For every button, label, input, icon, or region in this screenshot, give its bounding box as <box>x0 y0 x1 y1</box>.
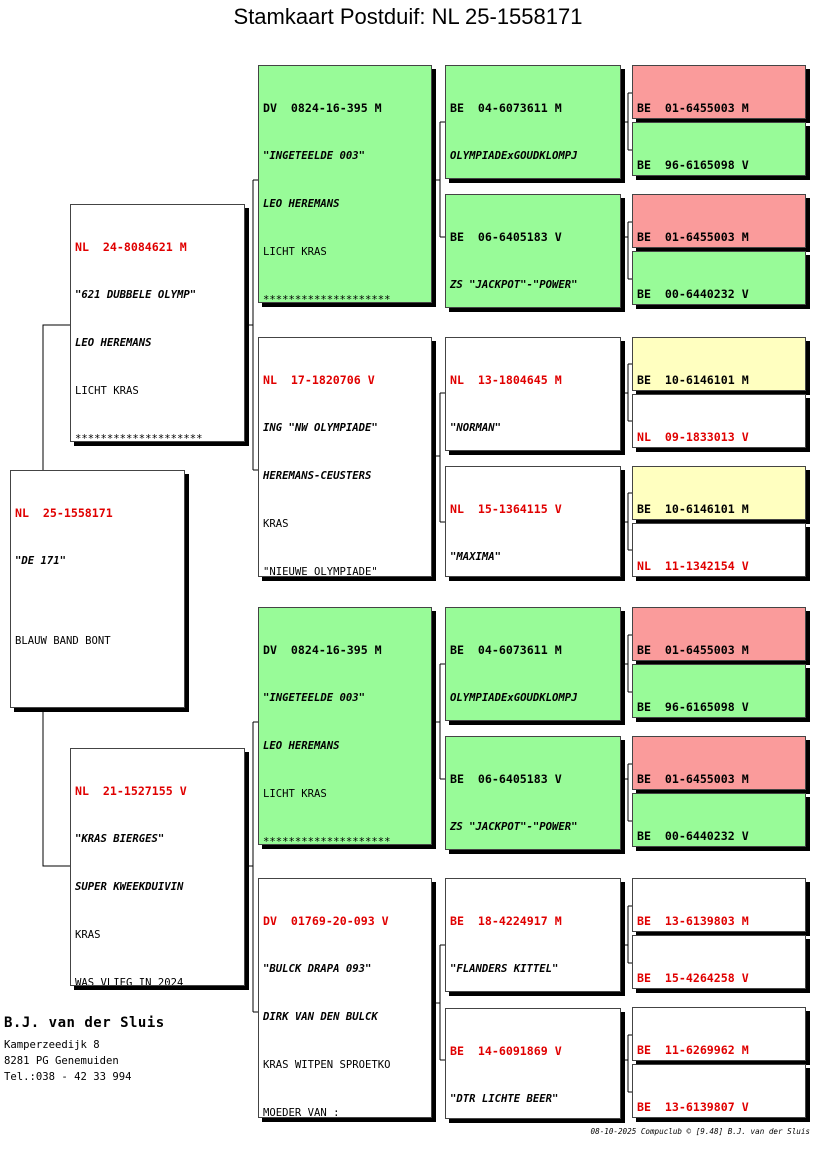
pigeon-name: ZS "JACKPOT"-"POWER" <box>450 821 578 833</box>
ring-number: BE 96-6165098 V <box>637 158 749 172</box>
ring-number: NL 17-1820706 V <box>263 373 375 387</box>
ring-number: BE 15-4264258 V <box>637 971 749 985</box>
ring-number: BE 01-6455003 M <box>637 772 749 786</box>
ring-number: BE 13-6139807 V <box>637 1100 749 1114</box>
pigeon-name: "NORMAN" <box>450 422 502 434</box>
gen4-card-14[interactable] <box>632 935 806 989</box>
pigeon-name: ING "NW OLYMPIADE" <box>263 422 378 434</box>
ring-number: BE 18-4224917 M <box>450 914 562 928</box>
gen4-card-11[interactable] <box>632 736 806 790</box>
card-line: BLAUW BAND BONT <box>15 635 111 647</box>
gen4-card-10[interactable] <box>632 664 806 718</box>
ring-number: DV 01769-20-093 V <box>263 914 389 928</box>
gen4-card-15[interactable] <box>632 1007 806 1061</box>
breeder-name: LEO HEREMANS <box>75 337 152 349</box>
pigeon-name: "KRAS BIERGES" <box>75 833 165 845</box>
ring-number: BE 01-6455003 M <box>637 643 749 657</box>
paternal-grandmother-card[interactable] <box>258 337 432 577</box>
paternal-grandfather-card[interactable] <box>258 65 432 303</box>
subject-pigeon-card[interactable] <box>10 470 185 708</box>
pigeon-name: "BULCK DRAPA 093" <box>263 963 372 975</box>
ring-number: BE 10-6146101 M <box>637 502 749 516</box>
ring-number: BE 10-6146101 M <box>637 373 749 387</box>
pigeon-name: "DE 171" <box>15 555 67 567</box>
gen4-card-7[interactable] <box>632 466 806 520</box>
pigeon-name: "FLANDERS KITTEL" <box>450 963 559 975</box>
owner-info <box>4 1015 165 1085</box>
ggparent-card-mmm[interactable] <box>445 1008 621 1119</box>
ring-number: NL 24-8084621 M <box>75 240 187 254</box>
ggparent-card-fff[interactable] <box>445 65 621 179</box>
card-line: KRAS WITPEN SPROETKO <box>263 1059 391 1071</box>
gen4-card-8[interactable] <box>632 523 806 577</box>
ring-number: BE 06-6405183 V <box>450 230 562 244</box>
pigeon-name: "DTR LICHTE BEER" <box>450 1093 559 1105</box>
ring-number: NL 13-1804645 M <box>450 373 562 387</box>
ring-number: BE 00-6440232 V <box>637 829 749 843</box>
card-line: WAS VLIEG IN 2024 <box>75 977 184 986</box>
breeder-name: DIRK VAN DEN BULCK <box>263 1011 378 1023</box>
card-line: KRAS <box>263 518 289 530</box>
ring-number: BE 06-6405183 V <box>450 772 562 786</box>
gen4-card-3[interactable] <box>632 194 806 248</box>
ring-number: DV 0824-16-395 M <box>263 101 382 115</box>
pigeon-name: ZS "JACKPOT"-"POWER" <box>450 279 578 291</box>
breeder-name: LEO HEREMANS <box>263 740 340 752</box>
maternal-grandmother-card[interactable] <box>258 878 432 1118</box>
mother-pigeon-card[interactable] <box>70 748 245 986</box>
ring-number: NL 21-1527155 V <box>75 784 187 798</box>
ring-number: NL 25-1558171 <box>15 506 113 520</box>
pigeon-name: "MAXIMA" <box>450 551 502 563</box>
ring-number: NL 09-1833013 V <box>637 430 749 444</box>
owner-phone: Tel.:038 - 42 33 994 <box>4 1071 132 1083</box>
ring-number: NL 11-1342154 V <box>637 559 749 573</box>
ring-number: BE 13-6139803 M <box>637 914 749 928</box>
ring-number: BE 01-6455003 M <box>637 230 749 244</box>
pigeon-name: "INGETEELDE 003" <box>263 692 366 704</box>
ring-number: BE 04-6073611 M <box>450 101 562 115</box>
gen4-card-2[interactable] <box>632 122 806 176</box>
breeder-name: LEO HEREMANS <box>263 198 340 210</box>
ggparent-card-mff[interactable] <box>445 607 621 721</box>
gen4-card-12[interactable] <box>632 793 806 847</box>
gen4-card-9[interactable] <box>632 607 806 661</box>
ggparent-card-fmf[interactable] <box>445 337 621 451</box>
pigeon-name: "INGETEELDE 003" <box>263 150 366 162</box>
ring-number: BE 01-6455003 M <box>637 101 749 115</box>
maternal-grandfather-card[interactable] <box>258 607 432 845</box>
ring-number: DV 0824-16-395 M <box>263 643 382 657</box>
gen4-card-6[interactable] <box>632 394 806 448</box>
card-line: ******************** <box>263 836 391 845</box>
ring-number: BE 11-6269962 M <box>637 1043 749 1057</box>
ring-number: BE 04-6073611 M <box>450 643 562 657</box>
card-line: LICHT KRAS <box>263 788 327 800</box>
ggparent-card-ffm[interactable] <box>445 194 621 308</box>
ggparent-card-fmm[interactable] <box>445 466 621 577</box>
ring-number: NL 15-1364115 V <box>450 502 562 516</box>
owner-address: Kamperzeedijk 8 <box>4 1039 100 1051</box>
pigeon-name: OLYMPIADExGOUDKLOMPJ <box>450 692 578 704</box>
card-line: ******************** <box>263 294 391 303</box>
gen4-card-13[interactable] <box>632 878 806 932</box>
page-title: Stamkaart Postduif: NL 25-1558171 <box>233 4 583 29</box>
breeder-name: HEREMANS-CEUSTERS <box>263 470 372 482</box>
gen4-card-5[interactable] <box>632 337 806 391</box>
card-line: LICHT KRAS <box>263 246 327 258</box>
pigeon-name: OLYMPIADExGOUDKLOMPJ <box>450 150 578 162</box>
card-line: LICHT KRAS <box>75 385 139 397</box>
footer-credit: 08-10-2025 Compuclub © [9.48] B.J. van der Sluis <box>590 1127 810 1136</box>
breeder-name: SUPER KWEEKDUIVIN <box>75 881 184 893</box>
card-line: KRAS <box>75 929 101 941</box>
father-pigeon-card[interactable] <box>70 204 245 442</box>
ggparent-card-mmf[interactable] <box>445 878 621 992</box>
owner-city: 8281 PG Genemuiden <box>4 1055 119 1067</box>
card-line: "NIEUWE OLYMPIADE" <box>263 566 378 577</box>
ggparent-card-mfm[interactable] <box>445 736 621 850</box>
owner-name: B.J. van der Sluis <box>4 1015 165 1031</box>
gen4-card-4[interactable] <box>632 251 806 305</box>
card-line: MOEDER VAN : <box>263 1107 340 1118</box>
pigeon-name: "621 DUBBELE OLYMP" <box>75 289 197 301</box>
ring-number: BE 14-6091869 V <box>450 1044 562 1058</box>
card-line: ******************** <box>75 433 203 442</box>
gen4-card-1[interactable] <box>632 65 806 119</box>
ring-number: BE 00-6440232 V <box>637 287 749 301</box>
ring-number: BE 96-6165098 V <box>637 700 749 714</box>
gen4-card-16[interactable] <box>632 1064 806 1118</box>
